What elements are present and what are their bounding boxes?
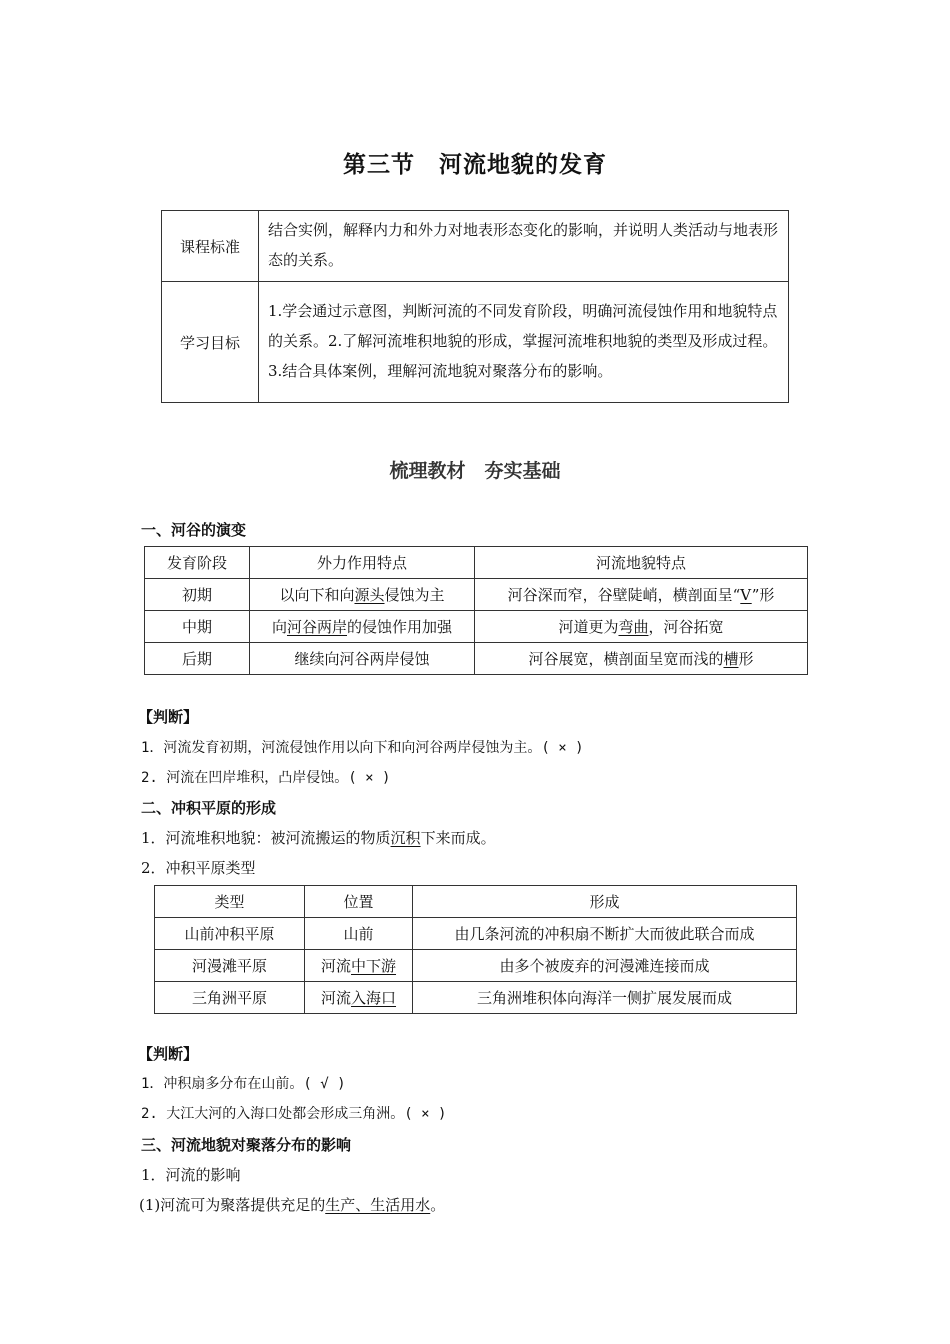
judge-label: 【判断】 [138,708,199,726]
page-title: 第三节 河流地貌的发育 [343,152,607,178]
judge-label: 【判断】 [138,1045,199,1063]
table-header-row [145,547,808,579]
col-header: 外力作用特点 [250,547,475,579]
landform-cell: 河谷深而窄，谷壁陡峭，横剖面呈“V”形 [475,579,808,611]
force-cell: 继续向河谷两岸侵蚀 [250,643,475,675]
standards-table [161,210,789,403]
judge-item: 1．冲积扇多分布在山前。( √ ) [141,1076,346,1092]
section2-heading: 二、冲积平原的形成 [141,799,277,817]
section1-heading: 一、河谷的演变 [141,521,247,539]
valley-table [144,546,808,675]
table-row [155,950,797,982]
force-cell: 以向下和向源头侵蚀为主 [250,579,475,611]
standards-row [162,211,789,282]
type-cell: 河漫滩平原 [155,950,305,982]
standards-label: 课程标准 [162,211,259,282]
formation-cell: 由多个被废弃的河漫滩连接而成 [413,950,797,982]
formation-cell: 由几条河流的冲积扇不断扩大而彼此联合而成 [413,918,797,950]
table-row [145,579,808,611]
table-row [145,611,808,643]
judge-item: 2. 大江大河的入海口处都会形成三角洲。( × ) [141,1106,447,1122]
stage-cell: 初期 [145,579,250,611]
judge-item: 1．河流发育初期，河流侵蚀作用以向下和向河谷两岸侵蚀为主。( × ) [141,740,584,756]
list-item: 1．河流的影响 [141,1166,241,1184]
table-row [155,982,797,1014]
standards-text: 结合实例，解释内力和外力对地表形态变化的影响，并说明人类活动与地表形态的关系。 [259,211,789,282]
formation-cell: 三角洲堆积体向海洋一侧扩展发展而成 [413,982,797,1014]
section3-heading: 三、河流地貌对聚落分布的影响 [141,1136,352,1154]
position-cell: 河流入海口 [305,982,413,1014]
list-item: (1)河流可为聚落提供充足的生产、生活用水。 [139,1196,446,1214]
objectives-row [162,282,789,403]
list-item: 2．冲积平原类型 [141,859,256,877]
col-header: 河流地貌特点 [475,547,808,579]
position-cell: 山前 [305,918,413,950]
judge-item: 2. 河流在凹岸堆积，凸岸侵蚀。( × ) [141,770,391,786]
type-cell: 山前冲积平原 [155,918,305,950]
table-header-row [155,886,797,918]
landform-cell: 河谷展宽，横剖面呈宽而浅的槽形 [475,643,808,675]
list-item: 1．河流堆积地貌：被河流搬运的物质沉积下来而成。 [141,829,496,847]
objectives-text: 1.学会通过示意图，判断河流的不同发育阶段，明确河流侵蚀作用和地貌特点的关系。2.了解河流堆积地貌的形成，掌握河流堆积地貌的类型及形成过程。3.结合具体案例，理解河流地貌对聚落分布的影响。 [259,282,789,403]
col-header: 发育阶段 [145,547,250,579]
objectives-label: 学习目标 [162,282,259,403]
force-cell: 向河谷两岸的侵蚀作用加强 [250,611,475,643]
table-row [145,643,808,675]
stage-cell: 中期 [145,611,250,643]
position-cell: 河流中下游 [305,950,413,982]
col-header: 形成 [413,886,797,918]
section-subtitle: 梳理教材 夯实基础 [389,460,561,482]
table-row [155,918,797,950]
stage-cell: 后期 [145,643,250,675]
type-cell: 三角洲平原 [155,982,305,1014]
landform-cell: 河道更为弯曲，河谷拓宽 [475,611,808,643]
col-header: 位置 [305,886,413,918]
plain-table [154,885,797,1014]
col-header: 类型 [155,886,305,918]
